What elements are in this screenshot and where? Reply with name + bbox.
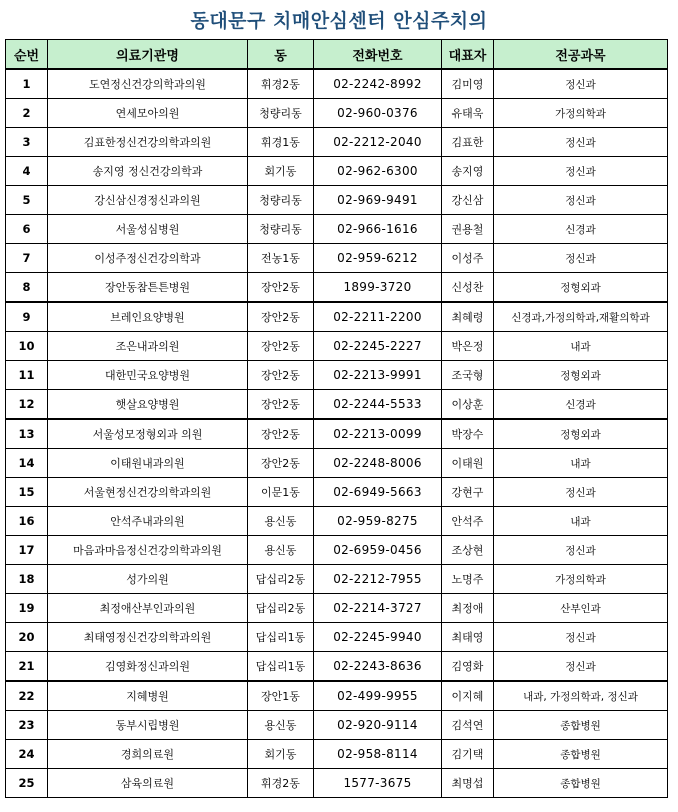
cell-institution: 마음과마음정신건강의학과의원 [48,536,248,565]
cell-institution: 서울성모정형외과 의원 [48,419,248,449]
cell-institution: 강신삼신경정신과의원 [48,186,248,215]
cell-representative: 이태원 [442,449,494,478]
cell-phone: 02-2213-0099 [314,419,442,449]
cell-number: 16 [6,507,48,536]
cell-representative: 노명주 [442,565,494,594]
table-row [6,99,668,128]
cell-dong: 청량리동 [248,99,314,128]
cell-representative: 유태욱 [442,99,494,128]
cell-number: 15 [6,478,48,507]
cell-number: 24 [6,740,48,769]
cell-phone: 02-960-0376 [314,99,442,128]
document-title: 동대문구 치매안심센터 안심주치의 [190,10,488,32]
cell-representative: 최명섭 [442,769,494,798]
table-row [6,565,668,594]
cell-phone: 02-2242-8992 [314,69,442,99]
cell-institution: 이성주정신건강의학과 [48,244,248,273]
cell-specialty: 정신과 [494,69,668,99]
cell-number: 23 [6,711,48,740]
cell-phone: 1577-3675 [314,769,442,798]
table-row [6,186,668,215]
cell-dong: 답십리2동 [248,594,314,623]
cell-specialty: 가정의학과 [494,99,668,128]
cell-dong: 답십리2동 [248,565,314,594]
cell-dong: 용신동 [248,536,314,565]
cell-representative: 최태영 [442,623,494,652]
cell-dong: 장안2동 [248,419,314,449]
cell-dong: 이문1동 [248,478,314,507]
table-row [6,478,668,507]
cell-specialty: 신경과 [494,390,668,420]
cell-institution: 서울성심병원 [48,215,248,244]
cell-phone: 02-2213-9991 [314,361,442,390]
cell-dong: 장안2동 [248,273,314,303]
table-row [6,332,668,361]
cell-representative: 조상현 [442,536,494,565]
cell-number: 12 [6,390,48,420]
cell-phone: 02-920-9114 [314,711,442,740]
table-row [6,769,668,798]
cell-dong: 전농1동 [248,244,314,273]
clinic-table [5,39,668,798]
cell-specialty: 정신과 [494,157,668,186]
cell-representative: 이상훈 [442,390,494,420]
cell-number: 2 [6,99,48,128]
cell-dong: 답십리1동 [248,652,314,682]
cell-representative: 안석주 [442,507,494,536]
cell-institution: 김표한정신건강의학과의원 [48,128,248,157]
cell-dong: 청량리동 [248,215,314,244]
cell-number: 9 [6,302,48,332]
table-body [6,69,668,798]
table-row [6,361,668,390]
cell-phone: 02-959-8275 [314,507,442,536]
cell-phone: 02-962-6300 [314,157,442,186]
cell-specialty: 내과, 가정의학과, 정신과 [494,681,668,711]
cell-phone: 02-966-1616 [314,215,442,244]
cell-number: 22 [6,681,48,711]
cell-phone: 02-2212-7955 [314,565,442,594]
cell-specialty: 정신과 [494,128,668,157]
cell-phone: 02-2244-5533 [314,390,442,420]
cell-dong: 용신동 [248,711,314,740]
cell-phone: 02-2243-8636 [314,652,442,682]
cell-specialty: 내과 [494,449,668,478]
cell-representative: 김미영 [442,69,494,99]
cell-phone: 02-2214-3727 [314,594,442,623]
cell-number: 1 [6,69,48,99]
cell-number: 20 [6,623,48,652]
cell-number: 3 [6,128,48,157]
cell-specialty: 정신과 [494,186,668,215]
cell-representative: 강신삼 [442,186,494,215]
table-row [6,215,668,244]
cell-number: 6 [6,215,48,244]
cell-phone: 02-499-9955 [314,681,442,711]
cell-institution: 삼육의료원 [48,769,248,798]
cell-institution: 최태영정신건강의학과의원 [48,623,248,652]
cell-number: 7 [6,244,48,273]
cell-specialty: 가정의학과 [494,565,668,594]
table-header [6,40,668,70]
cell-dong: 용신동 [248,507,314,536]
table-row [6,157,668,186]
cell-representative: 신성찬 [442,273,494,303]
cell-dong: 장안2동 [248,302,314,332]
cell-number: 18 [6,565,48,594]
cell-representative: 송지영 [442,157,494,186]
cell-number: 4 [6,157,48,186]
table-row [6,740,668,769]
cell-phone: 02-958-8114 [314,740,442,769]
table-row [6,594,668,623]
cell-dong: 답십리1동 [248,623,314,652]
table-row [6,244,668,273]
cell-specialty: 내과 [494,332,668,361]
cell-specialty: 종합병원 [494,769,668,798]
cell-institution: 브레인요양병원 [48,302,248,332]
cell-representative: 최혜령 [442,302,494,332]
cell-phone: 02-2245-9940 [314,623,442,652]
table-row [6,507,668,536]
cell-representative: 김석연 [442,711,494,740]
cell-institution: 장안동참튼튼병원 [48,273,248,303]
cell-representative: 이성주 [442,244,494,273]
table-row [6,390,668,420]
cell-number: 21 [6,652,48,682]
cell-institution: 동부시립병원 [48,711,248,740]
cell-phone: 02-969-9491 [314,186,442,215]
cell-specialty: 정신과 [494,536,668,565]
cell-dong: 장안2동 [248,332,314,361]
cell-dong: 장안2동 [248,449,314,478]
cell-institution: 대한민국요양병원 [48,361,248,390]
cell-specialty: 정신과 [494,623,668,652]
cell-institution: 성가의원 [48,565,248,594]
cell-specialty: 종합병원 [494,711,668,740]
cell-representative: 강현구 [442,478,494,507]
cell-number: 10 [6,332,48,361]
header-row [6,40,668,70]
cell-institution: 송지영 정신건강의학과 [48,157,248,186]
table-row [6,419,668,449]
cell-dong: 장안1동 [248,681,314,711]
cell-number: 25 [6,769,48,798]
cell-representative: 조국형 [442,361,494,390]
table-row [6,681,668,711]
header-institution: 의료기관명 [48,40,248,70]
table-row [6,273,668,303]
table-row [6,536,668,565]
cell-dong: 장안2동 [248,390,314,420]
cell-representative: 박장수 [442,419,494,449]
cell-specialty: 정형외과 [494,273,668,303]
cell-dong: 회기동 [248,740,314,769]
cell-representative: 권용철 [442,215,494,244]
cell-specialty: 산부인과 [494,594,668,623]
cell-dong: 청량리동 [248,186,314,215]
cell-specialty: 내과 [494,507,668,536]
cell-specialty: 정신과 [494,244,668,273]
table-row [6,302,668,332]
cell-number: 8 [6,273,48,303]
cell-number: 5 [6,186,48,215]
cell-institution: 김영화정신과의원 [48,652,248,682]
cell-phone: 1899-3720 [314,273,442,303]
table-row [6,652,668,682]
cell-specialty: 정신과 [494,652,668,682]
table-row [6,128,668,157]
cell-specialty: 신경과,가정의학과,재활의학과 [494,302,668,332]
table-row [6,623,668,652]
header-number: 순번 [6,40,48,70]
cell-dong: 휘경1동 [248,128,314,157]
header-representative: 대표자 [442,40,494,70]
cell-phone: 02-2248-8006 [314,449,442,478]
cell-specialty: 정형외과 [494,419,668,449]
cell-representative: 이지혜 [442,681,494,711]
cell-institution: 안석주내과의원 [48,507,248,536]
cell-number: 11 [6,361,48,390]
cell-phone: 02-2212-2040 [314,128,442,157]
cell-phone: 02-959-6212 [314,244,442,273]
cell-representative: 박은정 [442,332,494,361]
cell-institution: 최정애산부인과의원 [48,594,248,623]
cell-representative: 김기택 [442,740,494,769]
cell-dong: 휘경2동 [248,769,314,798]
table-row [6,711,668,740]
cell-institution: 지혜병원 [48,681,248,711]
cell-dong: 회기동 [248,157,314,186]
cell-representative: 최정애 [442,594,494,623]
cell-number: 13 [6,419,48,449]
cell-institution: 이태원내과의원 [48,449,248,478]
cell-specialty: 신경과 [494,215,668,244]
header-specialty: 전공과목 [494,40,668,70]
header-dong: 동 [248,40,314,70]
cell-institution: 연세모아의원 [48,99,248,128]
cell-institution: 서울현정신건강의학과의원 [48,478,248,507]
cell-institution: 경희의료원 [48,740,248,769]
cell-institution: 도연정신건강의학과의원 [48,69,248,99]
cell-institution: 조은내과의원 [48,332,248,361]
table-row [6,69,668,99]
cell-phone: 02-6949-5663 [314,478,442,507]
cell-institution: 햇살요양병원 [48,390,248,420]
cell-phone: 02-6959-0456 [314,536,442,565]
cell-phone: 02-2245-2227 [314,332,442,361]
cell-number: 19 [6,594,48,623]
table-row [6,449,668,478]
cell-dong: 장안2동 [248,361,314,390]
cell-representative: 김표한 [442,128,494,157]
cell-number: 14 [6,449,48,478]
cell-specialty: 정형외과 [494,361,668,390]
header-phone: 전화번호 [314,40,442,70]
cell-number: 17 [6,536,48,565]
cell-dong: 휘경2동 [248,69,314,99]
cell-specialty: 정신과 [494,478,668,507]
cell-representative: 김영화 [442,652,494,682]
cell-specialty: 종합병원 [494,740,668,769]
cell-phone: 02-2211-2200 [314,302,442,332]
